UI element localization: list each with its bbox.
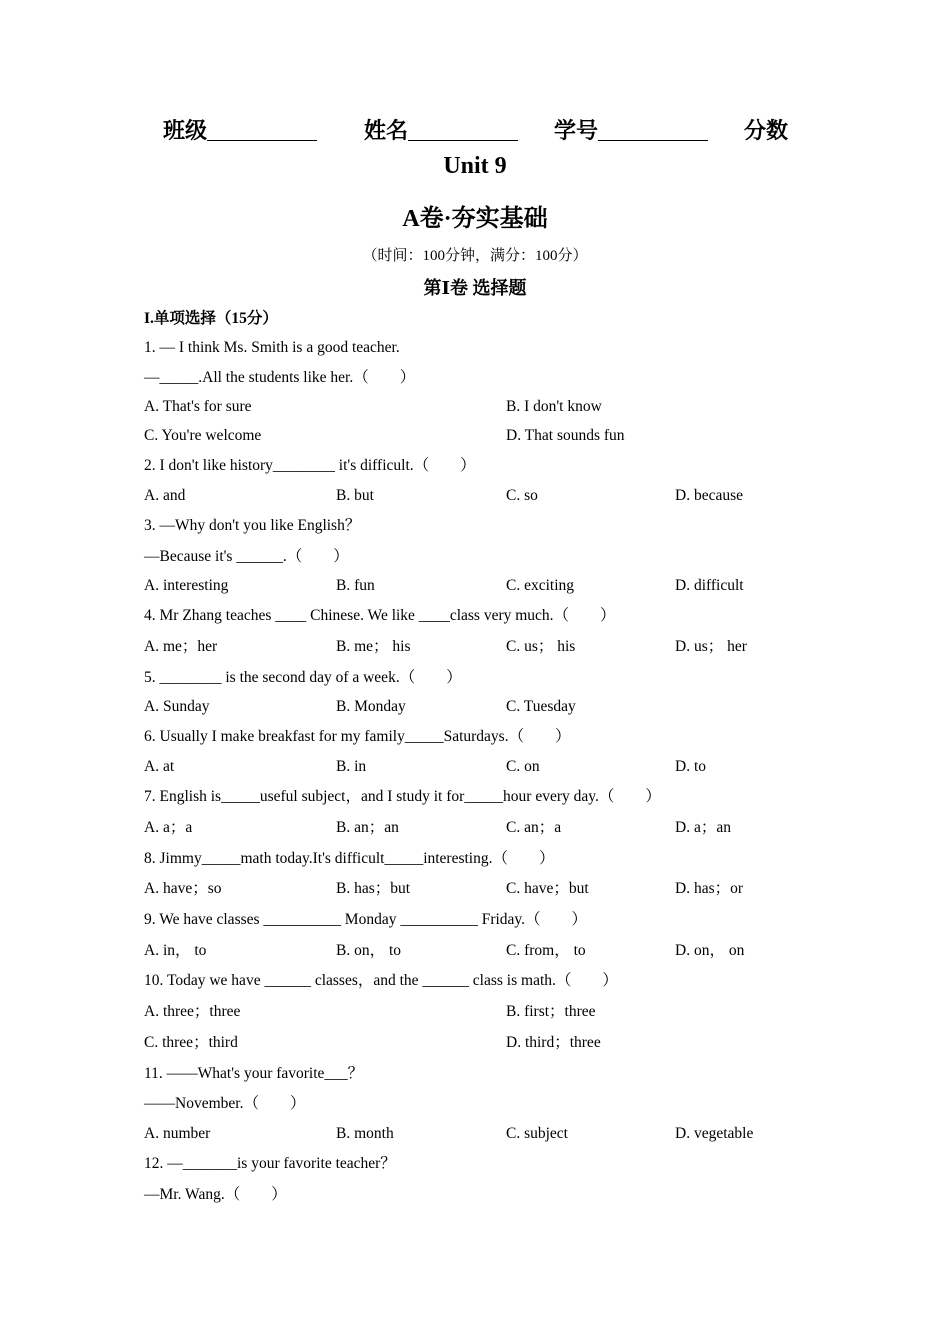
q7-option-c[interactable]: C. an；a <box>506 819 562 836</box>
class-blank[interactable] <box>207 118 317 141</box>
name-blank[interactable] <box>408 118 518 141</box>
q9-option-c[interactable]: C. from， to <box>506 942 586 959</box>
q9-option-a[interactable]: A. in， to <box>144 942 207 959</box>
question-8-stem: 8. Jimmy_____math today.It's difficult_____interesting.（ ） <box>144 850 555 867</box>
q4-option-c[interactable]: C. us； his <box>506 638 576 655</box>
question-9-stem: 9. We have classes __________ Monday __________ Friday.（ ） <box>144 911 588 928</box>
q8-option-a[interactable]: A. have；so <box>144 880 222 897</box>
q3-option-c[interactable]: C. exciting <box>506 577 575 594</box>
paper-subtitle: A卷·夯实基础 <box>402 206 548 232</box>
q3-option-d[interactable]: D. difficult <box>675 577 744 594</box>
question-4-stem: 4. Mr Zhang teaches ____ Chinese. We like ____class very much.（ ） <box>144 607 616 624</box>
q11-option-c[interactable]: C. subject <box>506 1125 568 1142</box>
part-title: 第Ⅰ卷 选择题 <box>423 278 527 298</box>
number-field <box>554 114 708 145</box>
unit-title: Unit 9 <box>443 153 507 179</box>
q2-option-b[interactable]: B. but <box>336 487 374 504</box>
student-info-header <box>0 114 950 146</box>
q4-option-d[interactable]: D. us； her <box>675 638 747 655</box>
q11-option-d[interactable]: D. vegetable <box>675 1125 754 1142</box>
q1-option-c[interactable]: C. You're welcome <box>144 427 262 444</box>
q8-option-c[interactable]: C. have；but <box>506 880 589 897</box>
question-6-stem: 6. Usually I make breakfast for my family_____Saturdays.（ ） <box>144 728 571 745</box>
question-11-stem-2: ——November.（ ） <box>144 1095 306 1112</box>
question-5-stem: 5. ________ is the second day of a week.（ ） <box>144 669 462 686</box>
q9-option-d[interactable]: D. on， on <box>675 942 745 959</box>
q3-option-a[interactable]: A. interesting <box>144 577 229 594</box>
q11-option-a[interactable]: A. number <box>144 1125 211 1142</box>
q6-option-a[interactable]: A. at <box>144 758 175 775</box>
class-label: 班级 <box>163 118 208 143</box>
q4-option-b[interactable]: B. me； his <box>336 638 411 655</box>
q1-option-d[interactable]: D. That sounds fun <box>506 427 625 444</box>
question-12-stem: 12. —_______is your favorite teacher？ <box>144 1155 396 1172</box>
name-field <box>364 114 518 145</box>
score-field <box>744 114 788 145</box>
number-label: 学号 <box>554 118 599 143</box>
q8-option-b[interactable]: B. has；but <box>336 880 411 897</box>
q10-option-c[interactable]: C. three；third <box>144 1034 238 1051</box>
question-12-stem-2: —Mr. Wang.（ ） <box>144 1186 287 1203</box>
question-3-stem-2: —Because it's ______.（ ） <box>144 548 349 565</box>
question-10-stem: 10. Today we have ______ classes，and the ______ class is math.（ ） <box>144 972 618 989</box>
q2-option-d[interactable]: D. because <box>675 487 743 504</box>
question-3-stem: 3. —Why don't you like English？ <box>144 517 361 534</box>
q5-option-a[interactable]: A. Sunday <box>144 698 210 715</box>
q7-option-b[interactable]: B. an；an <box>336 819 399 836</box>
question-11-stem: 11. ——What's your favorite___？ <box>144 1065 364 1082</box>
q5-option-c[interactable]: C. Tuesday <box>506 698 576 715</box>
q3-option-b[interactable]: B. fun <box>336 577 375 594</box>
q10-option-a[interactable]: A. three；three <box>144 1003 241 1020</box>
q4-option-a[interactable]: A. me；her <box>144 638 218 655</box>
q5-option-b[interactable]: B. Monday <box>336 698 406 715</box>
q2-option-a[interactable]: A. and <box>144 487 186 504</box>
q8-option-d[interactable]: D. has；or <box>675 880 744 897</box>
q10-option-d[interactable]: D. third；three <box>506 1034 601 1051</box>
question-2-stem: 2. I don't like history________ it's difficult.（ ） <box>144 457 476 474</box>
number-blank[interactable] <box>598 118 708 141</box>
q1-option-a[interactable]: A. That's for sure <box>144 398 252 415</box>
name-label: 姓名 <box>364 118 409 143</box>
score-label: 分数 <box>744 118 789 143</box>
q9-option-b[interactable]: B. on， to <box>336 942 402 959</box>
class-field <box>163 114 317 145</box>
question-1-stem: 1. — I think Ms. Smith is a good teacher. <box>144 339 400 356</box>
q7-option-a[interactable]: A. a；a <box>144 819 193 836</box>
section-title: I.单项选择（15分） <box>144 310 278 327</box>
q10-option-b[interactable]: B. first；three <box>506 1003 596 1020</box>
question-1-stem-2: —_____.All the students like her.（ ） <box>144 369 416 386</box>
q11-option-b[interactable]: B. month <box>336 1125 394 1142</box>
question-7-stem: 7. English is_____useful subject，and I study it for_____hour every day.（ ） <box>144 788 661 805</box>
q6-option-b[interactable]: B. in <box>336 758 367 775</box>
q7-option-d[interactable]: D. a；an <box>675 819 731 836</box>
q6-option-c[interactable]: C. on <box>506 758 540 775</box>
time-info: （时间：100分钟，满分：100分） <box>362 248 588 264</box>
q1-option-b[interactable]: B. I don't know <box>506 398 602 415</box>
q2-option-c[interactable]: C. so <box>506 487 538 504</box>
q6-option-d[interactable]: D. to <box>675 758 706 775</box>
